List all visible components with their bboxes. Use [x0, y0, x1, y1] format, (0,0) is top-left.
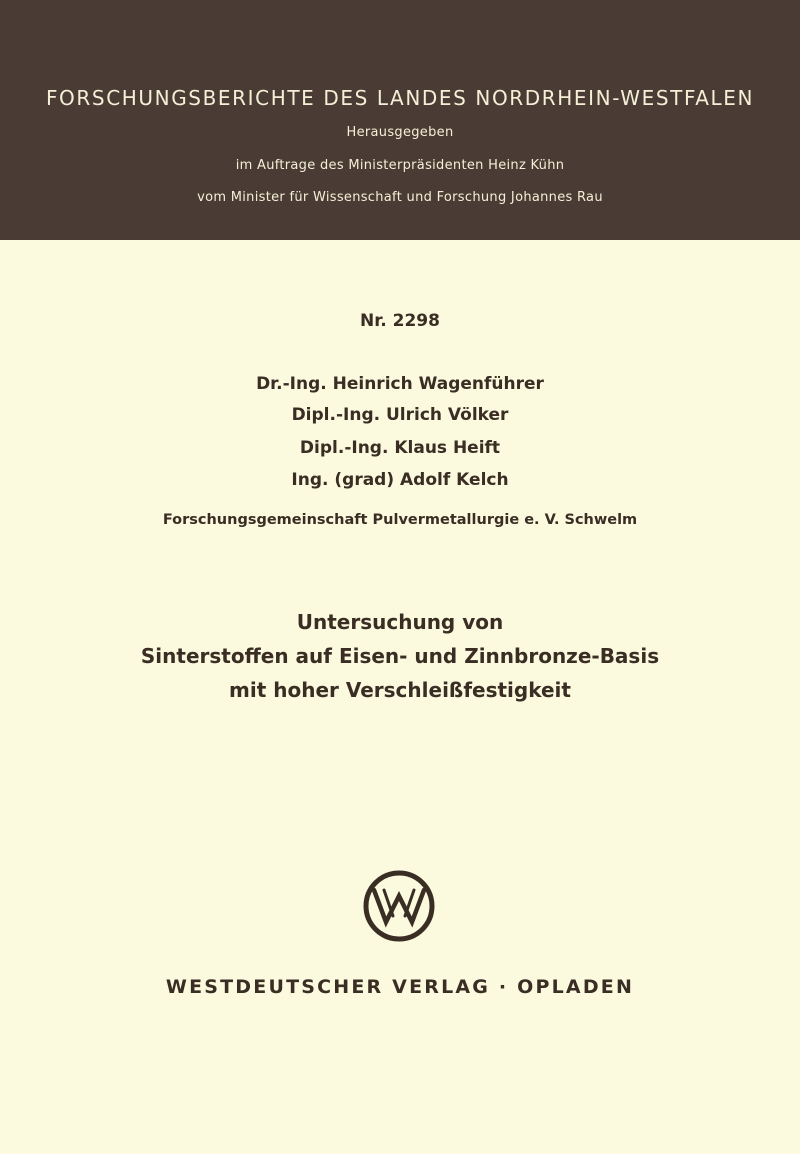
- title-line-2: Sinterstoffen auf Eisen- und Zinnbronze-Basis: [140, 644, 660, 668]
- header-band: [0, 0, 800, 240]
- book-title: [0, 605, 800, 707]
- series-title: FORSCHUNGSBERICHTE DES LANDES NORDRHEIN-WESTFALEN: [45, 86, 755, 110]
- publisher: WESTDEUTSCHER VERLAG · OPLADEN: [165, 976, 635, 998]
- title-line-1: Untersuchung von: [296, 610, 504, 634]
- wv-logo-icon: [363, 870, 435, 942]
- title-line-3: mit hoher Verschleißfestigkeit: [229, 678, 571, 702]
- author-1: Dr.-Ing. Heinrich Wagenführer: [256, 374, 544, 394]
- minister-line: vom Minister für Wissenschaft und Forschung Johannes Rau: [197, 190, 603, 205]
- issue-number: Nr. 2298: [360, 311, 440, 331]
- author-2: Dipl.-Ing. Ulrich Völker: [291, 405, 509, 425]
- institution: Forschungsgemeinschaft Pulvermetallurgie e. V. Schwelm: [162, 512, 638, 528]
- author-4: Ing. (grad) Adolf Kelch: [291, 470, 509, 490]
- author-3: Dipl.-Ing. Klaus Heift: [299, 438, 501, 458]
- editor-line: Herausgegeben: [346, 125, 454, 140]
- commission-line: im Auftrage des Ministerpräsidenten Heinz Kühn: [235, 158, 565, 173]
